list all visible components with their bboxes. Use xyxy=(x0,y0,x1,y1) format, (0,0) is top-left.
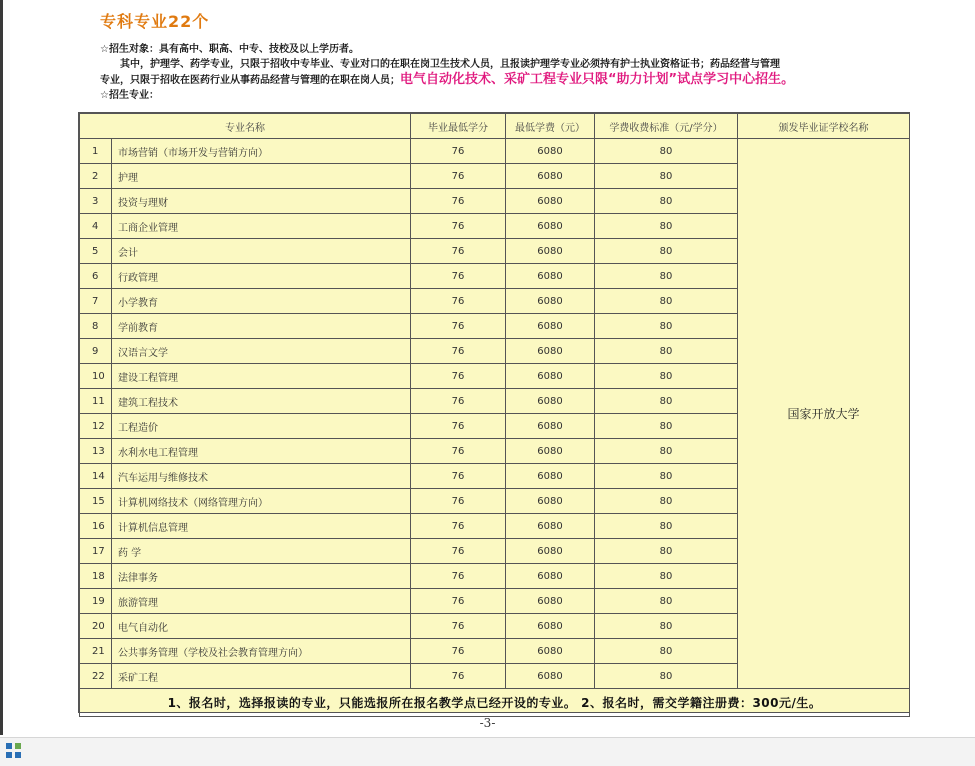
major-name: 工商企业管理 xyxy=(112,214,411,239)
majors-table-container xyxy=(78,112,910,713)
min-credits: 76 xyxy=(411,514,506,539)
header-min-fee: 最低学费（元） xyxy=(506,114,595,139)
page-edge-rule xyxy=(0,0,3,735)
row-number: 7 xyxy=(80,289,112,314)
intro-line-restriction xyxy=(100,57,910,72)
row-number: 14 xyxy=(80,464,112,489)
fee-rate: 80 xyxy=(595,189,738,214)
min-fee: 6080 xyxy=(506,389,595,414)
min-fee: 6080 xyxy=(506,264,595,289)
min-fee: 6080 xyxy=(506,539,595,564)
fee-rate: 80 xyxy=(595,589,738,614)
min-fee: 6080 xyxy=(506,439,595,464)
min-fee: 6080 xyxy=(506,364,595,389)
min-credits: 76 xyxy=(411,564,506,589)
major-name: 采矿工程 xyxy=(112,664,411,689)
min-credits: 76 xyxy=(411,639,506,664)
row-number: 21 xyxy=(80,639,112,664)
row-number: 17 xyxy=(80,539,112,564)
row-number: 6 xyxy=(80,264,112,289)
row-number: 16 xyxy=(80,514,112,539)
grid-icon[interactable] xyxy=(6,743,22,759)
row-number: 22 xyxy=(80,664,112,689)
min-credits: 76 xyxy=(411,589,506,614)
min-fee: 6080 xyxy=(506,139,595,164)
fee-rate: 80 xyxy=(595,239,738,264)
row-number: 2 xyxy=(80,164,112,189)
min-credits: 76 xyxy=(411,239,506,264)
min-credits: 76 xyxy=(411,364,506,389)
header-fee-rate: 学费收费标准（元/学分） xyxy=(595,114,738,139)
fee-rate: 80 xyxy=(595,539,738,564)
major-name: 建设工程管理 xyxy=(112,364,411,389)
fee-rate: 80 xyxy=(595,364,738,389)
min-fee: 6080 xyxy=(506,339,595,364)
header-min-credits: 毕业最低学分 xyxy=(411,114,506,139)
major-name: 小学教育 xyxy=(112,289,411,314)
fee-rate: 80 xyxy=(595,289,738,314)
major-name: 公共事务管理（学校及社会教育管理方向） xyxy=(112,639,411,664)
intro-line-pharma xyxy=(100,72,910,88)
major-name: 汉语言文学 xyxy=(112,339,411,364)
fee-rate: 80 xyxy=(595,314,738,339)
min-credits: 76 xyxy=(411,489,506,514)
viewer-toolbar xyxy=(0,737,975,766)
major-name: 学前教育 xyxy=(112,314,411,339)
table-row xyxy=(80,139,910,164)
intro-line-target: ☆招生对象：具有高中、职高、中专、技校及以上学历者。 xyxy=(100,44,359,55)
fee-rate: 80 xyxy=(595,164,738,189)
min-fee: 6080 xyxy=(506,164,595,189)
min-fee: 6080 xyxy=(506,639,595,664)
intro-line-pharma-text: 专业，只限于招收在医药行业从事药品经营与管理的在职在岗人员； xyxy=(100,75,400,86)
major-name: 法律事务 xyxy=(112,564,411,589)
note-row xyxy=(80,689,910,717)
fee-rate: 80 xyxy=(595,139,738,164)
min-fee: 6080 xyxy=(506,414,595,439)
min-fee: 6080 xyxy=(506,239,595,264)
min-credits: 76 xyxy=(411,264,506,289)
fee-rate: 80 xyxy=(595,439,738,464)
row-number: 10 xyxy=(80,364,112,389)
header-school: 颁发毕业证学校名称 xyxy=(738,114,910,139)
row-number: 11 xyxy=(80,389,112,414)
page-heading: 专科专业22个 xyxy=(100,12,210,31)
fee-rate: 80 xyxy=(595,339,738,364)
min-credits: 76 xyxy=(411,389,506,414)
min-credits: 76 xyxy=(411,614,506,639)
row-number: 19 xyxy=(80,589,112,614)
min-credits: 76 xyxy=(411,214,506,239)
fee-rate: 80 xyxy=(595,514,738,539)
min-credits: 76 xyxy=(411,664,506,689)
intro-text xyxy=(100,42,910,103)
fee-rate: 80 xyxy=(595,464,738,489)
major-name: 护理 xyxy=(112,164,411,189)
min-fee: 6080 xyxy=(506,214,595,239)
min-fee: 6080 xyxy=(506,464,595,489)
min-fee: 6080 xyxy=(506,189,595,214)
min-fee: 6080 xyxy=(506,614,595,639)
row-number: 18 xyxy=(80,564,112,589)
min-fee: 6080 xyxy=(506,664,595,689)
major-name: 水利水电工程管理 xyxy=(112,439,411,464)
row-number: 4 xyxy=(80,214,112,239)
min-credits: 76 xyxy=(411,189,506,214)
major-name: 药 学 xyxy=(112,539,411,564)
major-name: 工程造价 xyxy=(112,414,411,439)
intro-line-majors: ☆招生专业： xyxy=(100,90,159,101)
major-name: 计算机网络技术（网络管理方向） xyxy=(112,489,411,514)
row-number: 15 xyxy=(80,489,112,514)
major-name: 投资与理财 xyxy=(112,189,411,214)
row-number: 3 xyxy=(80,189,112,214)
major-name: 建筑工程技术 xyxy=(112,389,411,414)
min-fee: 6080 xyxy=(506,489,595,514)
min-credits: 76 xyxy=(411,414,506,439)
fee-rate: 80 xyxy=(595,264,738,289)
major-name: 旅游管理 xyxy=(112,589,411,614)
min-credits: 76 xyxy=(411,139,506,164)
issuing-school: 国家开放大学 xyxy=(738,139,910,689)
row-number: 9 xyxy=(80,339,112,364)
row-number: 5 xyxy=(80,239,112,264)
row-number: 13 xyxy=(80,439,112,464)
page-number: -3- xyxy=(479,716,496,730)
major-name: 汽车运用与维修技术 xyxy=(112,464,411,489)
fee-rate: 80 xyxy=(595,639,738,664)
major-name: 电气自动化 xyxy=(112,614,411,639)
majors-table xyxy=(79,113,910,717)
min-credits: 76 xyxy=(411,339,506,364)
major-name: 计算机信息管理 xyxy=(112,514,411,539)
major-name: 市场营销（市场开发与营销方向） xyxy=(112,139,411,164)
row-number: 20 xyxy=(80,614,112,639)
row-number: 12 xyxy=(80,414,112,439)
row-number: 8 xyxy=(80,314,112,339)
major-name: 会计 xyxy=(112,239,411,264)
row-number: 1 xyxy=(80,139,112,164)
min-credits: 76 xyxy=(411,539,506,564)
min-fee: 6080 xyxy=(506,589,595,614)
min-fee: 6080 xyxy=(506,564,595,589)
header-major-name: 专业名称 xyxy=(80,114,411,139)
fee-rate: 80 xyxy=(595,614,738,639)
min-fee: 6080 xyxy=(506,289,595,314)
min-credits: 76 xyxy=(411,439,506,464)
fee-rate: 80 xyxy=(595,389,738,414)
fee-rate: 80 xyxy=(595,214,738,239)
table-header-row xyxy=(80,114,910,139)
min-credits: 76 xyxy=(411,314,506,339)
min-fee: 6080 xyxy=(506,514,595,539)
min-fee: 6080 xyxy=(506,314,595,339)
fee-rate: 80 xyxy=(595,664,738,689)
fee-rate: 80 xyxy=(595,564,738,589)
min-credits: 76 xyxy=(411,289,506,314)
intro-line-restriction-text: 其中，护理学、药学专业，只限于招收中专毕业、专业对口的在职在岗卫生技术人员，且报读护理学专业必须持有护士执业资格证书；药品经营与管理 xyxy=(120,59,780,70)
intro-highlight: 电气自动化技术、采矿工程专业只限“助力计划”试点学习中心招生。 xyxy=(400,72,795,87)
fee-rate: 80 xyxy=(595,489,738,514)
min-credits: 76 xyxy=(411,464,506,489)
registration-note: 1、报名时，选择报读的专业，只能选报所在报名教学点已经开设的专业。 2、报名时，需交学籍注册费：300元/生。 xyxy=(80,689,910,717)
min-credits: 76 xyxy=(411,164,506,189)
fee-rate: 80 xyxy=(595,414,738,439)
major-name: 行政管理 xyxy=(112,264,411,289)
